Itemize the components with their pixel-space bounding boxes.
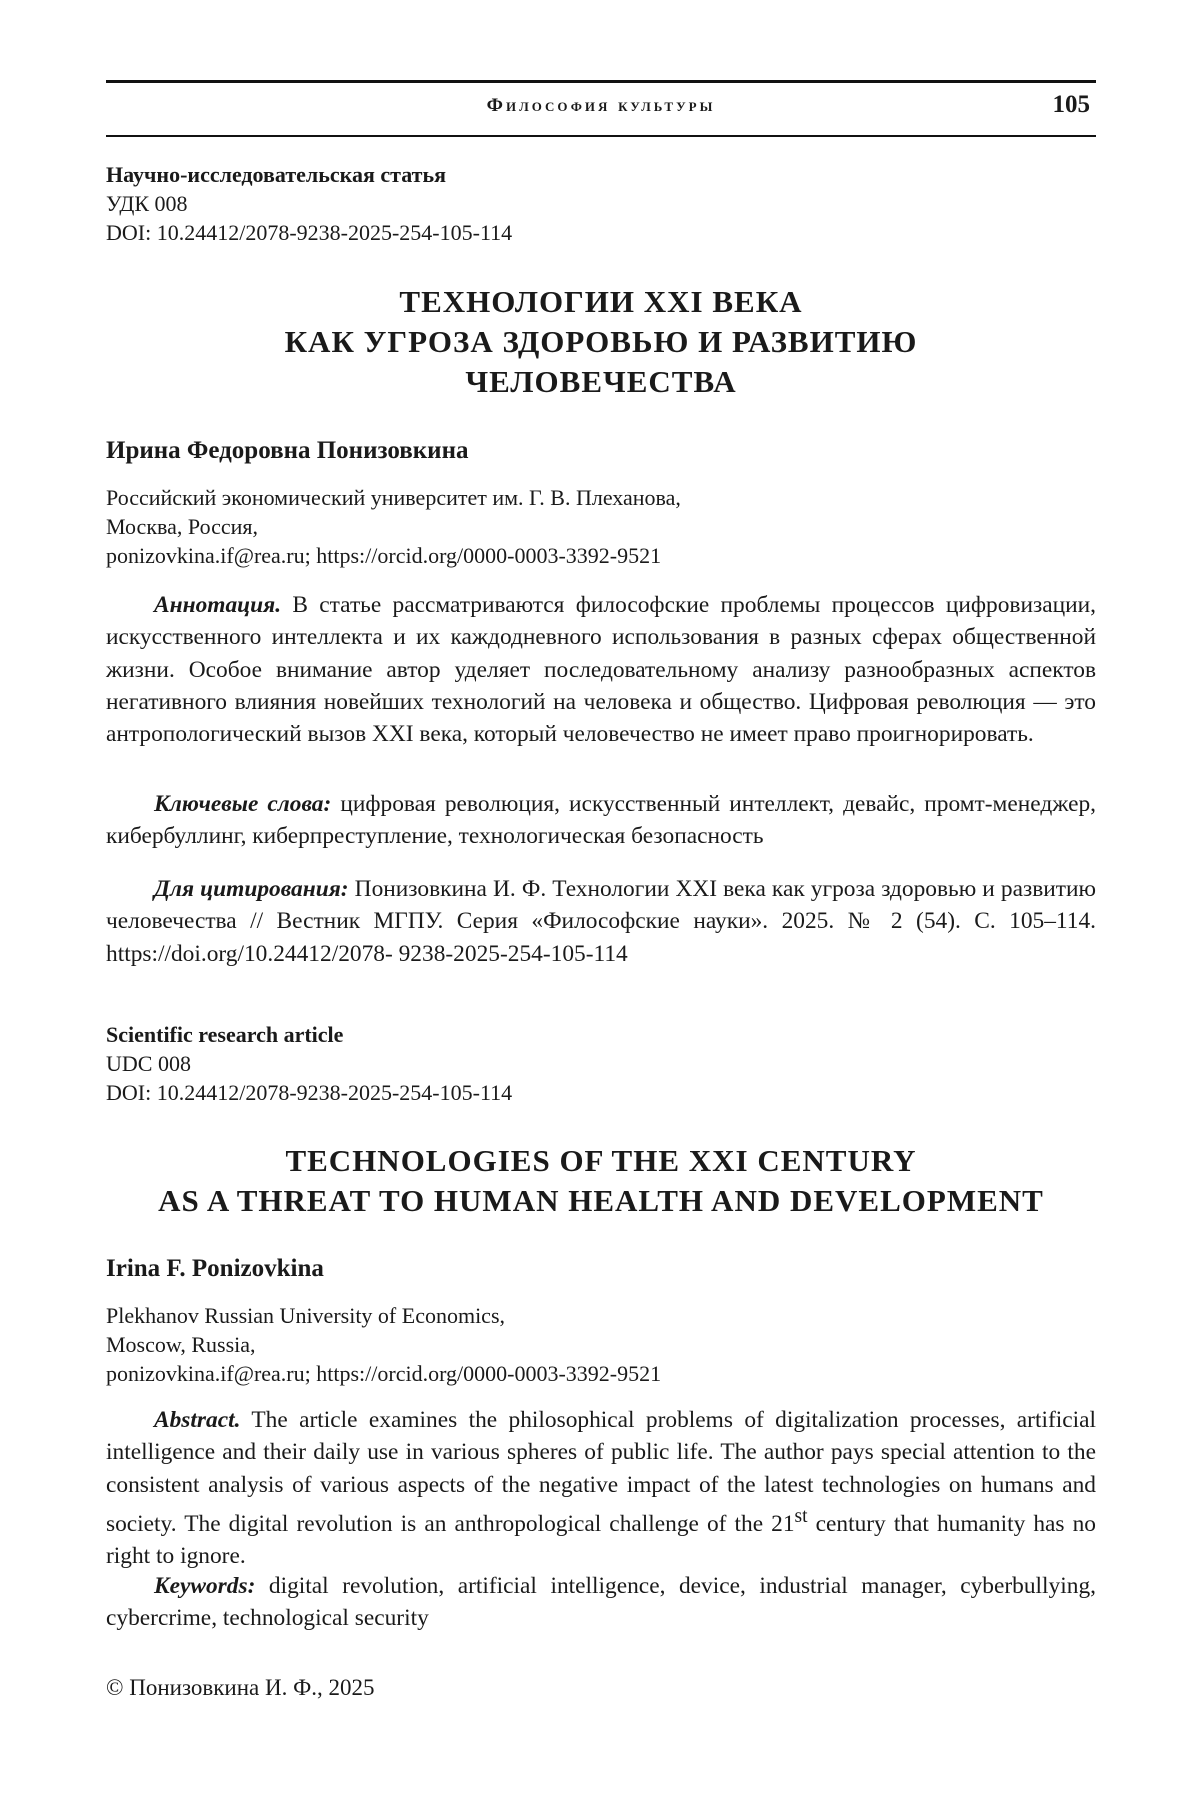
en-affiliation-line: ponizovkina.if@rea.ru; https://orcid.org/0000-0003-3392-9521 [106, 1361, 662, 1386]
en-abstract-text-end: century that humanity has no right to ignore. [106, 1510, 1096, 1569]
ru-affiliation-line: Российский экономический университет им. Г. В. Плеханова, [106, 485, 681, 510]
en-abstract [106, 1404, 1096, 1572]
copyright: © Понизовкина И. Ф., 2025 [106, 1675, 375, 1700]
en-keywords-label: Keywords: [154, 1573, 256, 1599]
running-title: Философия культуры [486, 95, 716, 116]
ru-citation-text: Понизовкина И. Ф. Технологии XXI века как угроза здоровью и развитию человечества // Вестник МГПУ. Серия «Философские науки». 2025. № 2 (54). С. 105–114. https://doi.org/10.24412/2078- 9238-2025-254-105-114 [106, 876, 1097, 967]
ru-keywords [106, 788, 1096, 853]
en-meta [106, 1020, 1096, 1107]
en-title-line: TECHNOLOGIES OF THE XXI CENTURY [285, 1143, 917, 1178]
ru-udc: УДК 008 [106, 191, 188, 216]
ru-title-line: ЧЕЛОВЕЧЕСТВА [465, 364, 737, 399]
en-author: Irina F. Ponizovkina [106, 1255, 324, 1282]
en-title-line: AS A THREAT TO HUMAN HEALTH AND DEVELOPMENT [158, 1183, 1044, 1218]
en-keywords [106, 1570, 1096, 1635]
en-affiliation-line: Moscow, Russia, [106, 1332, 256, 1357]
ru-author: Ирина Федоровна Понизовкина [106, 437, 469, 464]
ru-affiliation [106, 483, 1096, 570]
running-header [106, 80, 1096, 137]
page-number: 105 [1052, 91, 1090, 118]
ru-title-line: ТЕХНОЛОГИИ XXI ВЕКА [399, 284, 803, 319]
ru-meta [106, 160, 1096, 247]
ru-keywords-label: Ключевые слова: [154, 791, 332, 817]
ru-affiliation-line: ponizovkina.if@rea.ru; https://orcid.org/0000-0003-3392-9521 [106, 543, 662, 568]
en-affiliation [106, 1301, 1096, 1388]
ru-citation [106, 873, 1096, 970]
ru-doi: DOI: 10.24412/2078-9238-2025-254-105-114 [106, 220, 513, 245]
en-title [106, 1141, 1096, 1221]
ru-affiliation-line: Москва, Россия, [106, 514, 259, 539]
ru-title-line: КАК УГРОЗА ЗДОРОВЬЮ И РАЗВИТИЮ [284, 324, 918, 359]
en-affiliation-line: Plekhanov Russian University of Economics, [106, 1303, 506, 1328]
ru-article-type: Научно-исследовательская статья [106, 162, 446, 187]
en-abstract-superscript: st [794, 1505, 808, 1527]
ru-abstract-text: В статье рассматриваются философские проблемы процессов цифровизации, искусственного интеллекта и их каждодневного использования в разных сферах общественной жизни. Особое внимание автор уделяет последовательному анализу разнообразных аспектов негативного влияния новейших технологий на человека и общество. Цифровая революция — это антропологический вызов XXI века, который человечество не имеет право проигнорировать. [106, 592, 1096, 748]
en-doi: DOI: 10.24412/2078-9238-2025-254-105-114 [106, 1080, 513, 1105]
en-abstract-text: The article examines the philosophical problems of digitalization processes, artificial intelligence and their daily use in various spheres of public life. The author pays special attention to the consistent analysis of various aspects of the negative impact of the latest technologies on humans and society. The digital revolution is an anthropological challenge of the 21 [106, 1407, 1096, 1537]
ru-abstract [106, 589, 1096, 750]
en-keywords-text: digital revolution, artificial intelligence, device, industrial manager, cyberbullying, cybercrime, technological security [106, 1573, 1096, 1632]
ru-title [106, 282, 1096, 402]
en-udc: UDC 008 [106, 1051, 191, 1076]
en-abstract-label: Abstract. [154, 1407, 241, 1433]
ru-abstract-label: Аннотация. [154, 592, 282, 618]
en-article-type: Scientific research article [106, 1022, 344, 1047]
ru-keywords-text: цифровая революция, искусственный интеллект, девайс, промт-менеджер, кибербуллинг, киберпреступление, технологическая безопасность [106, 791, 1097, 850]
ru-citation-label: Для цитирования: [154, 876, 349, 902]
